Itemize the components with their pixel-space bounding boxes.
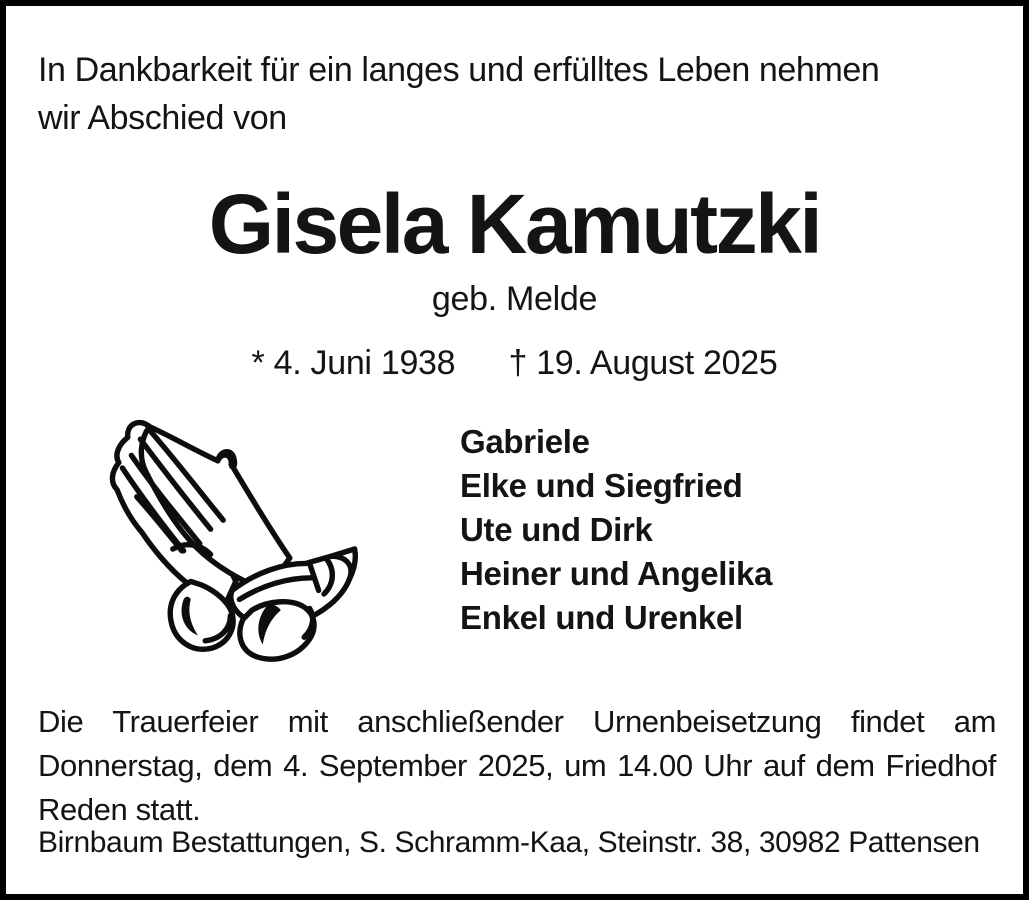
mourner-item: Enkel und Urenkel — [460, 599, 743, 636]
funeral-line-1: Die Trauerfeier mit anschließender Urnenbeisetzung findet am — [38, 704, 996, 739]
funeral-line-3: Reden statt. — [38, 792, 201, 827]
funeral-home-line: Birnbaum Bestattungen, S. Schramm-Kaa, Steinstr. 38, 30982 Pattensen — [38, 826, 980, 859]
life-dates — [6, 344, 1023, 383]
intro-text — [38, 46, 998, 142]
praying-hands-icon — [90, 404, 360, 694]
mourners-list — [460, 420, 772, 640]
mourner-item: Ute und Dirk — [460, 511, 653, 548]
maiden-name: geb. Melde — [431, 280, 598, 318]
birth-date: * 4. Juni 1938 — [251, 344, 456, 382]
death-date: † 19. August 2025 — [508, 344, 778, 382]
funeral-line-2: Donnerstag, dem 4. September 2025, um 14.00 Uhr auf dem Friedhof — [38, 748, 996, 783]
funeral-info — [38, 700, 996, 832]
deceased-name: Gisela Kamutzki — [208, 177, 821, 271]
mourner-item: Heiner und Angelika — [460, 555, 773, 592]
intro-line-2: wir Abschied von — [38, 99, 287, 137]
mourner-item: Elke und Siegfried — [460, 467, 743, 504]
mourner-item: Gabriele — [460, 423, 590, 460]
intro-line-1: In Dankbarkeit für ein langes und erfülltes Leben nehmen — [38, 51, 880, 89]
